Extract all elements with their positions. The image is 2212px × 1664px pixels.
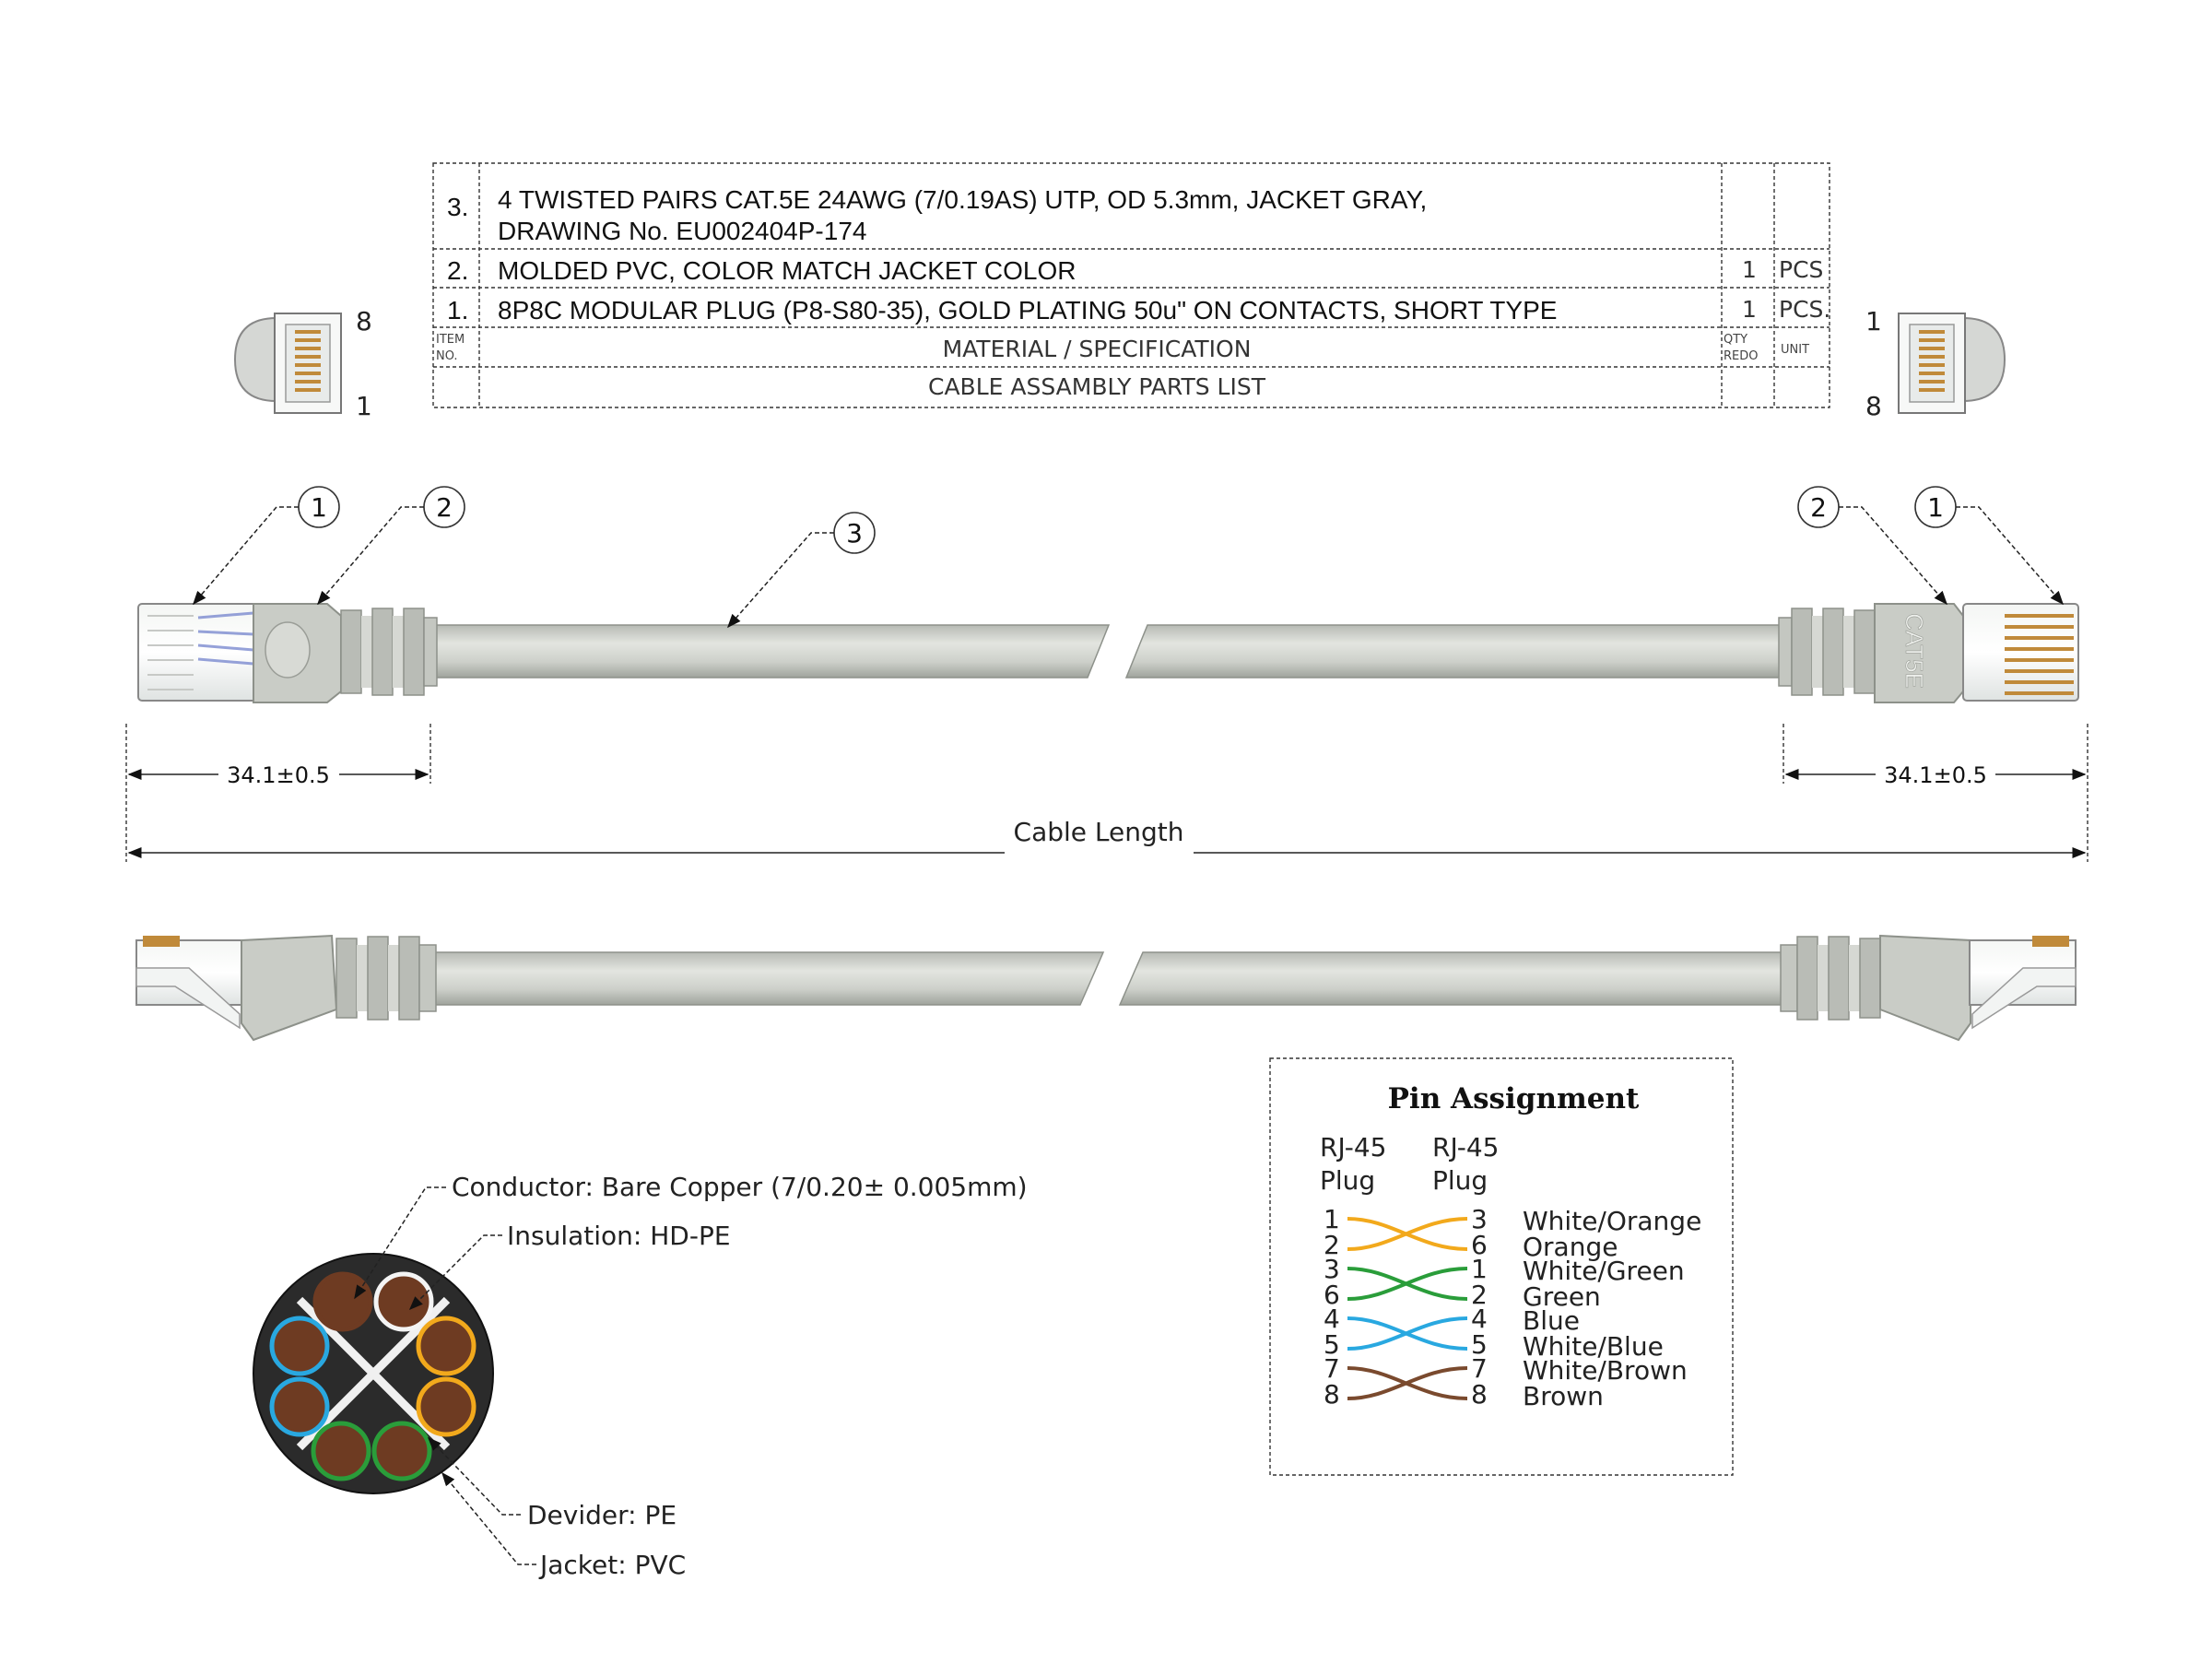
pin-pair-1 — [1324, 1204, 1701, 1262]
row2-unit: PCS — [1779, 256, 1824, 283]
plug-end-view-right — [1865, 306, 2005, 421]
pin-wire-name: White/Orange — [1523, 1206, 1702, 1236]
cable-side-segment-right — [1120, 952, 1783, 1005]
pin-left-number: 7 — [1324, 1353, 1340, 1384]
plug-right-side — [1970, 936, 2076, 1028]
label-jacket: Jacket: PVC — [540, 1550, 687, 1580]
row2-qty: 1 — [1742, 256, 1757, 283]
cable-segment-right — [1126, 625, 1783, 678]
header-material: MATERIAL / SPECIFICATION — [942, 336, 1252, 362]
row2-spec: MOLDED PVC, COLOR MATCH JACKET COLOR — [498, 256, 1077, 285]
parts-list-table — [433, 163, 1830, 407]
pin-wire-name: Blue — [1523, 1305, 1580, 1336]
pin-left-number: 6 — [1324, 1280, 1340, 1310]
plug-right-top — [1963, 604, 2078, 701]
callout-left-2: 2 — [436, 492, 453, 523]
table-title: CABLE ASSAMBLY PARTS LIST — [928, 373, 1265, 400]
pin-col-right-line1: RJ-45 — [1432, 1132, 1500, 1162]
pin-left-number: 4 — [1324, 1304, 1340, 1334]
row3-spec-line2: DRAWING No. EU002404P-174 — [498, 217, 867, 245]
pin-pair-2 — [1324, 1254, 1685, 1312]
pin-right-number: 3 — [1471, 1204, 1488, 1234]
boot-cat5e-mark: CAT5E — [1900, 613, 1928, 689]
cable-side-segment-left — [433, 952, 1103, 1005]
callouts — [194, 487, 2063, 627]
label-insulation: Insulation: HD-PE — [507, 1221, 731, 1251]
pin-right-number: 5 — [1471, 1329, 1488, 1360]
pin-left-number: 1 — [1324, 1204, 1340, 1234]
pin-pair-4 — [1324, 1353, 1688, 1411]
boot-left-side — [241, 936, 436, 1040]
dimensions — [126, 724, 2088, 862]
pin-wire-name: Green — [1523, 1281, 1601, 1312]
cable-side-view — [136, 936, 2076, 1040]
boot-right-side — [1781, 936, 1971, 1040]
header-qty-line2: REDO — [1724, 349, 1759, 363]
pin-right-number: 1 — [1471, 1254, 1488, 1284]
label-divider: Devider: PE — [527, 1500, 677, 1530]
header-item-line1: ITEM — [436, 333, 465, 347]
plug-end-view-left — [235, 306, 372, 421]
pin-wire-name: White/Green — [1523, 1256, 1685, 1286]
boot-right-top — [1779, 604, 1963, 702]
row1-unit: PCS. — [1779, 296, 1831, 323]
pin-right-number: 8 — [1471, 1379, 1488, 1410]
pin-wire-name: Orange — [1523, 1232, 1618, 1262]
row3-item: 3. — [447, 193, 469, 221]
pin-col-right-line2: Plug — [1432, 1165, 1488, 1196]
pin-pair-3 — [1324, 1304, 1664, 1362]
pin-col-left-line2: Plug — [1320, 1165, 1376, 1196]
pin-left-number: 8 — [1324, 1379, 1340, 1410]
cable-top-view — [138, 604, 2078, 702]
header-unit: UNIT — [1781, 343, 1810, 357]
pin-wire-name: Brown — [1523, 1381, 1604, 1411]
pin-assignment-box — [1270, 1058, 1733, 1475]
cable-cross-section — [253, 1172, 1028, 1580]
pin-right-number: 6 — [1471, 1230, 1488, 1260]
row1-item: 1. — [447, 296, 469, 325]
left-end-top-pin: 8 — [356, 306, 372, 336]
header-item-line2: NO. — [436, 349, 458, 363]
pin-right-number: 2 — [1471, 1280, 1488, 1310]
pin-left-number: 3 — [1324, 1254, 1340, 1284]
callout-left-1: 1 — [311, 492, 327, 523]
callout-cable-3: 3 — [846, 518, 863, 549]
callout-right-1: 1 — [1927, 492, 1944, 523]
callout-right-2: 2 — [1810, 492, 1827, 523]
pin-col-left-line1: RJ-45 — [1320, 1132, 1387, 1162]
plug-left-top — [138, 604, 258, 701]
dim-cable-length: Cable Length — [1013, 817, 1184, 847]
pin-left-number: 2 — [1324, 1230, 1340, 1260]
row1-qty: 1 — [1742, 296, 1757, 323]
pin-title: Pin Assignment — [1387, 1082, 1640, 1115]
left-end-bottom-pin: 1 — [356, 391, 372, 421]
row3-spec-line1: 4 TWISTED PAIRS CAT.5E 24AWG (7/0.19AS) UTP, OD 5.3mm, JACKET GRAY, — [498, 185, 1428, 214]
dim-left-boot: 34.1±0.5 — [227, 762, 330, 788]
pin-wire-name: White/Blue — [1523, 1331, 1664, 1362]
right-end-top-pin: 1 — [1865, 306, 1882, 336]
cable-segment-left — [433, 625, 1109, 678]
pin-left-number: 5 — [1324, 1329, 1340, 1360]
pin-right-number: 7 — [1471, 1353, 1488, 1384]
plug-left-side — [136, 936, 242, 1028]
boot-left-top — [253, 604, 437, 702]
row2-item: 2. — [447, 256, 469, 285]
dim-right-boot: 34.1±0.5 — [1884, 762, 1987, 788]
row1-spec: 8P8C MODULAR PLUG (P8-S80-35), GOLD PLATING 50u" ON CONTACTS, SHORT TYPE — [498, 296, 1558, 325]
header-qty-line1: QTY — [1724, 333, 1748, 347]
pin-right-number: 4 — [1471, 1304, 1488, 1334]
right-end-bottom-pin: 8 — [1865, 391, 1882, 421]
pin-wire-name: White/Brown — [1523, 1355, 1688, 1386]
label-conductor: Conductor: Bare Copper (7/0.20± 0.005mm) — [452, 1172, 1028, 1202]
